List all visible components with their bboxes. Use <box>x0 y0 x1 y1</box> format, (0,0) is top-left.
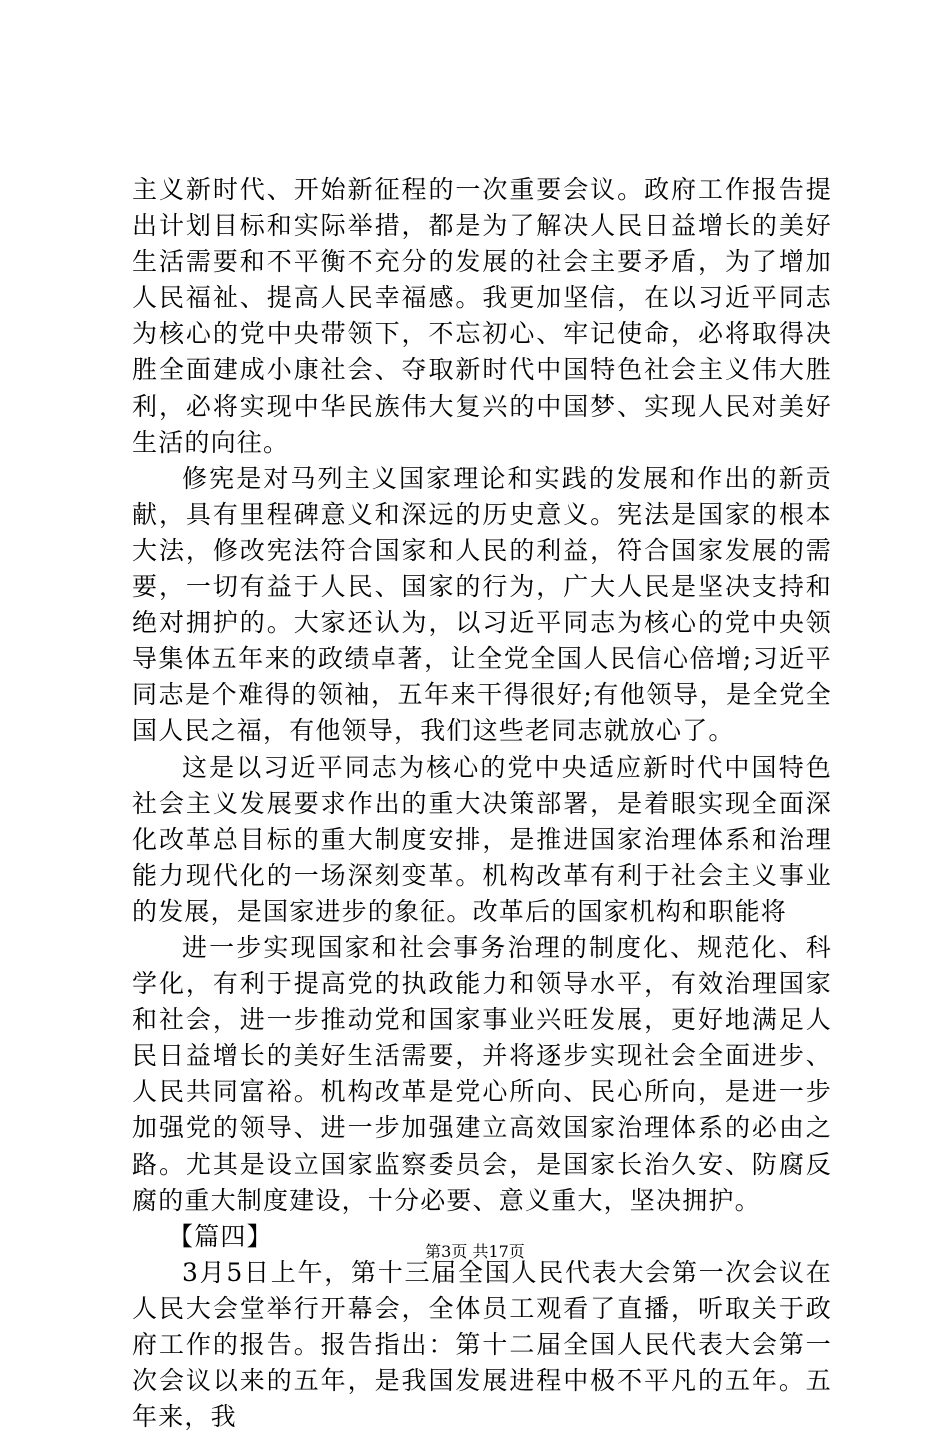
paragraph-2: 修宪是对马列主义国家理论和实践的发展和作出的新贡献，具有里程碑意义和深远的历史意义。宪法是国家的根本大法，修改宪法符合国家和人民的利益，符合国家发展的需要，一切有益于人民、国家的行为，广大人民是坚决支持和绝对拥护的。大家还认为，以习近平同志为核心的党中央领导集体五年来的政绩卓著，让全党全国人民信心倍增;习近平同志是个难得的领袖，五年来干得很好;有他领导，是全党全国人民之福，有他领导，我们这些老同志就放心了。 <box>132 463 832 746</box>
paragraph-5: 3月5日上午，第十三届全国人民代表大会第一次会议在人民大会堂举行开幕会，全体员工观看了直播，听取关于政府工作的报告。报告指出：第十二届全国人民代表大会第一次会议以来的五年，是我国发展进程中极不平凡的五年。五年来，我 <box>132 1257 832 1432</box>
paragraph-4: 进一步实现国家和社会事务治理的制度化、规范化、科学化，有利于提高党的执政能力和领导水平，有效治理国家和社会，进一步推动党和国家事业兴旺发展，更好地满足人民日益增长的美好生活需要，并将逐步实现社会全面进步、人民共同富裕。机构改革是党心所向、民心所向，是进一步加强党的领导、进一步加强建立高效国家治理体系的必由之路。尤其是设立国家监察委员会，是国家长治久安、防腐反腐的重大制度建设，十分必要、意义重大，坚决拥护。 <box>132 932 832 1215</box>
section-heading: 【篇四】 <box>168 1221 273 1251</box>
paragraph-1: 主义新时代、开始新征程的一次重要会议。政府工作报告提出计划目标和实际举措，都是为了解决人民日益增长的美好生活需要和不平衡不充分的发展的社会主要矛盾，为了增加人民福祉、提高人民幸福感。我更加坚信，在以习近平同志为核心的党中央带领下，不忘初心、牢记使命，必将取得决胜全面建成小康社会、夺取新时代中国特色社会主义伟大胜利，必将实现中华民族伟大复兴的中国梦、实现人民对美好生活的向往。 <box>132 175 832 457</box>
page-footer <box>0 1240 950 1264</box>
page-number-label: 第3页 共17页 <box>425 1242 525 1261</box>
paragraph-3: 这是以习近平同志为核心的党中央适应新时代中国特色社会主义发展要求作出的重大决策部署，是着眼实现全面深化改革总目标的重大制度安排，是推进国家治理体系和治理能力现代化的一场深刻变革。机构改革有利于社会主义事业的发展，是国家进步的象征。改革后的国家机构和职能将 <box>132 752 832 926</box>
